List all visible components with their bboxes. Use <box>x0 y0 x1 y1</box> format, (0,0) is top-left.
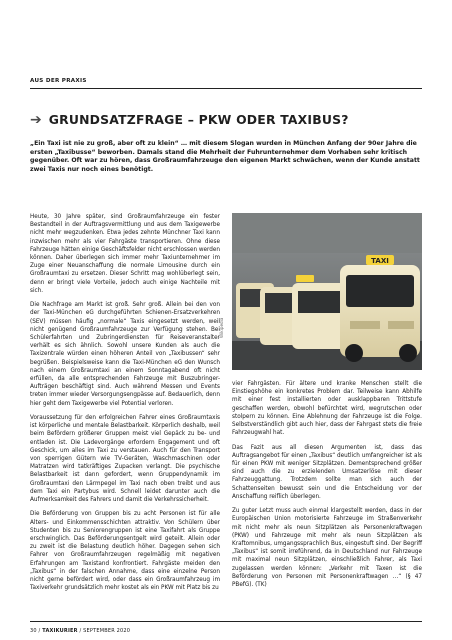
body-paragraph: Die Nachfrage am Markt ist groß. Sehr groß. Allein bei den von der Taxi-München eG durchgeführten Schienen-Ersatzverkehren (SEV) müssen häufig „normale“ Taxis eingesetzt werden, weil nicht genügend Großraumfahrzeuge zur Verfügung stehen. Bei Schülerfahrten und Zubringerdiensten für Reiseveranstalter verhält es sich ähnlich. Sowohl unsere Kunden als auch die Taxizentrale würden einen höheren Anteil von „Taxibussen“ sehr begrüßen. Beispielsweise kann die Taxi-München eG den Wunsch nach einem Großraumtaxi an einem Sonntagabend oft nicht erfüllen, da alle entsprechenden Fahrzeuge mit Buszubringer-Aufträgen beschäftigt sind. Auch während Messen und Events treten immer wieder Versorgungsengpässe auf. Bedauerlich, denn hier geht dem Taxigewerbe viel Potential verloren. <box>30 302 220 407</box>
issue-date: / SEPTEMBER 2020 <box>77 628 131 634</box>
body-paragraph: Die Beförderung von Gruppen bis zu acht Personen ist für alle Alters- und Einkommensschichten attraktiv. Von Schülern über Studenten bis zu Seniorengruppen ist eine Taxifahrt als Gruppe erschwinglich. Das Beförderungsentgelt wird geteilt. Allein oder zu zweit ist die Belastung deutlich höher. Dagegen sehen sich Fahrer von Großraumfahrzeugen regelmäßig mit negativen Erfahrungen am Taxistand konfrontiert. Fahrgäste meiden den „Taxibus“ in der falschen Annahme, dass eine einzelne Person nicht gerne befördert wird, oder dass ein Großraumfahrzeug im Taxiverkehr grundsätzlich mehr kostet als ein PKW mit Platz bis zu <box>30 511 220 592</box>
body-paragraph: Voraussetzung für den erfolgreichen Fahrer eines Großraumtaxis ist körperliche und mentale Belastbarkeit. Körperlich deshalb, weil beim Befördern größerer Gruppen meist viel Gepäck zu be- und entladen ist. Die Ladevorgänge erfordern Engagement und oft Geschick, um alles im Taxi zu verstauen. Auch für den Transport von sperrigen Gütern wie TV-Geräten, Waschmaschinen oder Matratzen wird tatkräftiges Zupacken verlangt. Die psychische Belastbarkeit ist dann gefordert, wenn Gruppendynamik im Großraumtaxi den Lärmpegel im Taxi nach oben treibt und aus dem Taxi ein Partybus wird. Schnell leidet darunter auch die Aufmerksamkeit des Fahrers und damit die Verkehrssicherheit. <box>30 415 220 504</box>
left-column <box>30 213 220 599</box>
section-label: AUS DER PRAXIS <box>30 78 87 84</box>
photo-credit: Wikipedia <box>219 317 224 338</box>
right-column <box>232 380 422 595</box>
body-paragraph: Das Fazit aus all diesen Argumenten ist, dass das Auftragsangebot für einen „Taxibus“ deutlich umfangreicher ist als für einen PKW mit weniger Sitzplätzen. Dementsprechend größer sind auch die zu erzielenden Umsatzerlöse mit dieser Fahrzeuggattung. Trotzdem sollte man sich auch der Schattenseiten bewusst sein und die Entscheidung vor der Anschaffung reiflich überlegen. <box>232 444 422 500</box>
bottom-rule <box>30 621 422 622</box>
article-title <box>30 112 422 127</box>
magazine-name: TAXIKURIER <box>42 628 78 634</box>
top-rule <box>30 88 422 89</box>
arrow-right-icon: ➔ <box>30 111 42 128</box>
page-number: 30 / <box>30 628 43 634</box>
taxi-photo <box>232 213 422 370</box>
body-paragraph: Heute, 30 Jahre später, sind Großraumfahrzeuge ein fester Bestandteil in der Auftragsvermittlung und aus dem Taxigewerbe nicht mehr wegzudenken. Etwa jedes zehnte Münchner Taxi kann inzwischen mehr als vier Fahrgäste transportieren. Ohne diese Fahrzeuge hätten einige Geschäftsfelder nicht erschlossen werden können. Daher überlegen sich immer mehr Taxiunternehmer im Zuge einer Neuanschaffung die normale Limousine durch ein Großraumtaxi zu ersetzen. Dieser Schritt mag wohlüberlegt sein, denn er bringt viele Vorteile, jedoch auch einige Nachteile mit sich. <box>30 214 220 294</box>
body-paragraph: Zu guter Letzt muss auch einmal klargestellt werden, dass in der Europäischen Union motorisierte Fahrzeuge im Straßenverkehr mit nicht mehr als neun Sitzplätzen als Personenkraftwagen (PKW) und Fahrzeuge mit mehr als neun Sitzplätzen als Kraftomnibus, umgangssprachlich Bus, eingestuft sind. Der Begriff „Taxibus“ ist somit irreführend, da in Deutschland nur Fahrzeuge mit maximal neun Sitzplätzen, einschließlich Fahrer, als Taxi zugelassen werden können: „Verkehr mit Taxen ist die Beförderung von Personen mit Personenkraftwagen …“ (§ 47 PBefG). (TK) <box>232 508 422 589</box>
taxi-sign-text: TAXI <box>371 257 389 265</box>
page-footer <box>30 628 130 634</box>
title-text: GRUNDSATZFRAGE – PKW ODER TAXIBUS? <box>48 112 349 127</box>
lead-paragraph: „Ein Taxi ist nie zu groß, aber oft zu klein“ … mit diesem Slogan wurden in München Anfang der 90er Jahre die ersten „Taxibusse“ beworben. Damals stand die Mehrheit der Fuhrunternehmer dem Vorhaben sehr kritisch gegenüber. Oft war zu hören, dass Großraumfahrzeuge den eigenen Markt schwächen, wenn der Kunde anstatt zwei Taxis nur noch eines benötigt. <box>30 140 420 173</box>
body-paragraph: vier Fahrgästen. Für ältere und kranke Menschen stellt die Einstiegshöhe ein konkretes Problem dar. Teilweise kann Abhilfe mit einer fest installierten oder ausklappbaren Trittstufe geschaffen werden, obwohl befürchtet wird, wegrutschen oder stolpern zu können. Eine Ablehnung der Fahrzeuge ist die Folge. Selbstverständlich gibt auch hier, dass der Fahrgast stets die freie Fahrzeugwahl hat. <box>232 381 422 437</box>
taxi-van-illustration <box>232 213 422 370</box>
